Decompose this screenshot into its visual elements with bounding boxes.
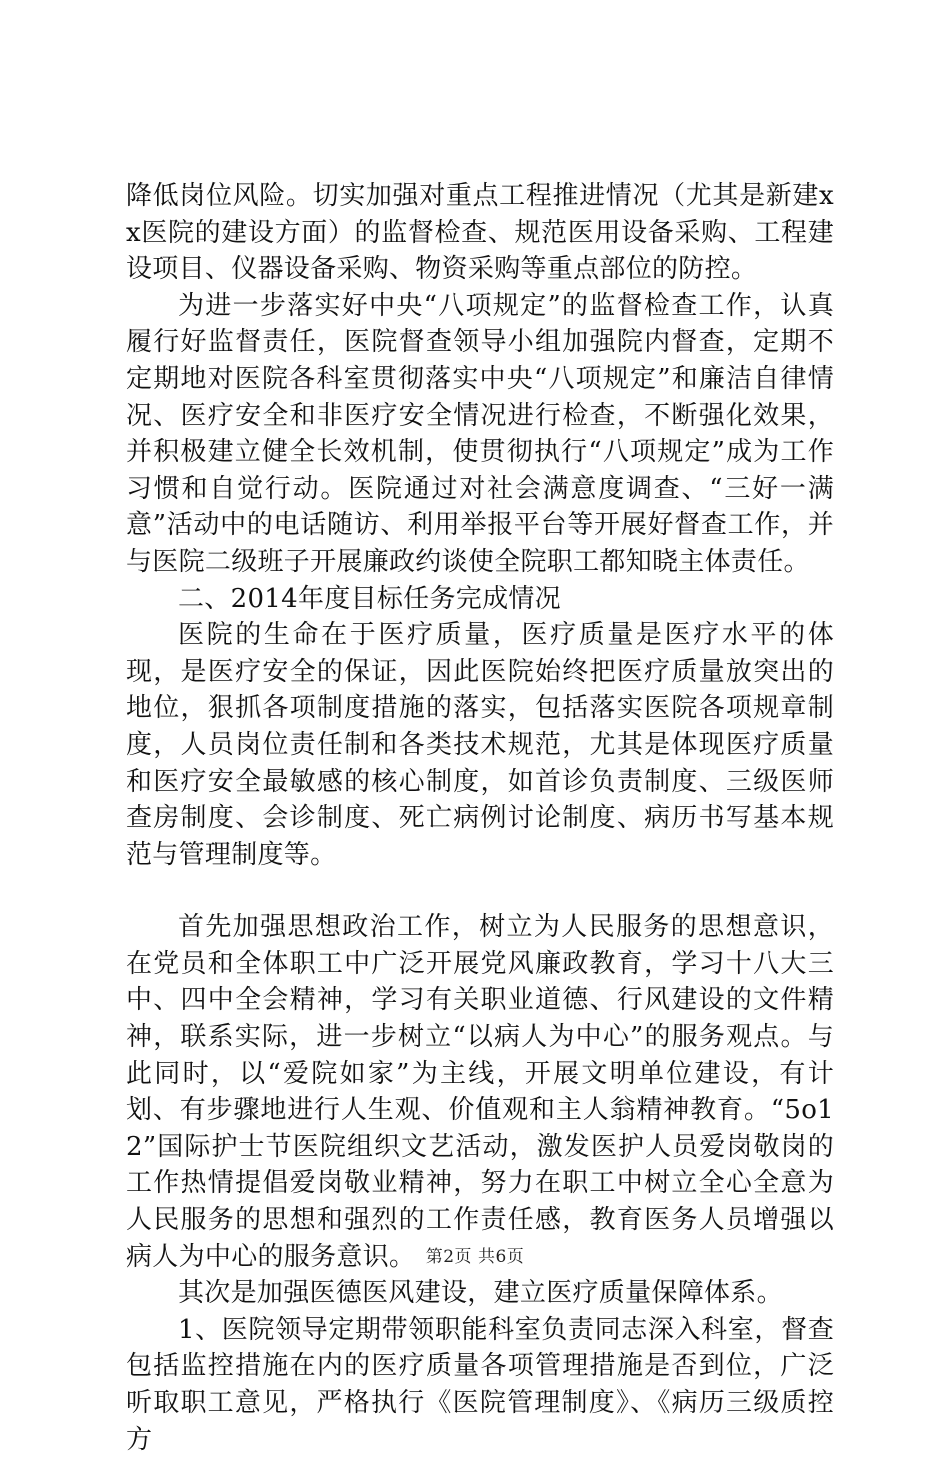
paragraph-risk-control: 降低岗位风险。切实加强对重点工程推进情况（尤其是新建xx医院的建设方面）的监督检查、规范医用设备采购、工程建设项目、仪器设备采购、物资采购等重点部位的防控。	[126, 181, 834, 285]
paragraph-political-work: 首先加强思想政治工作，树立为人民服务的思想意识，在党员和全体职工中广泛开展党风廉政教育，学习十八大三中、四中全会精神，学习有关职业道德、行风建设的文件精神，联系实际，进一步树立“以病人为中心”的服务观点。与此同时，以“爱院如家”为主线，开展文明单位建设，有计划、有步骤地进行人生观、价值观和主人翁精神教育。“5o12”国际护士节医院组织文艺活动，激发医护人员爱岗敬岗的工作热情提倡爱岗敬业精神，努力在职工中树立全心全意为人民服务的思想和强烈的工作责任感，教育医务人员增强以病人为中心的服务意识。	[126, 912, 834, 1272]
paragraph-medical-ethics: 其次是加强医德医风建设，建立医疗质量保障体系。	[178, 1278, 783, 1309]
paragraph-leadership-inspection: 1、医院领导定期带领职能科室负责同志深入科室，督查包括监控措施在内的医疗质量各项管理措施是否到位，广泛听取职工意见，严格执行《医院管理制度》、《病历三级质控方	[126, 1314, 834, 1455]
paragraph-medical-quality: 医院的生命在于医疗质量，医疗质量是医疗水平的体现，是医疗安全的保证，因此医院始终把医疗质量放突出的地位，狠抓各项制度措施的落实，包括落实医院各项规章制度，人员岗位责任制和各类技术规范，尤其是体现医疗质量和医疗安全最敏感的核心制度，如首诊负责制度、三级医师查房制度、会诊制度、死亡病例讨论制度、病历书写基本规范与管理制度等。	[126, 620, 834, 870]
paragraph-spacer	[126, 873, 834, 909]
paragraph-eight-rules-supervision: 为进一步落实好中央“八项规定”的监督检查工作，认真履行好监督责任，医院督查领导小组加强院内督查，定期不定期地对医院各科室贯彻落实中央“八项规定”和廉洁自律情况、医疗安全和非医疗安全情况进行检查，不断强化效果，并积极建立健全长效机制，使贯彻执行“八项规定”成为工作习惯和自觉行动。医院通过对社会满意度调查、“三好一满意”活动中的电话随访、利用举报平台等开展好督查工作，并与医院二级班子开展廉政约谈使全院职工都知晓主体责任。	[126, 290, 834, 577]
section-heading-2014-targets: 二、2014年度目标任务完成情况	[178, 583, 561, 614]
page-number-footer: 第2页 共6页	[425, 1247, 525, 1267]
